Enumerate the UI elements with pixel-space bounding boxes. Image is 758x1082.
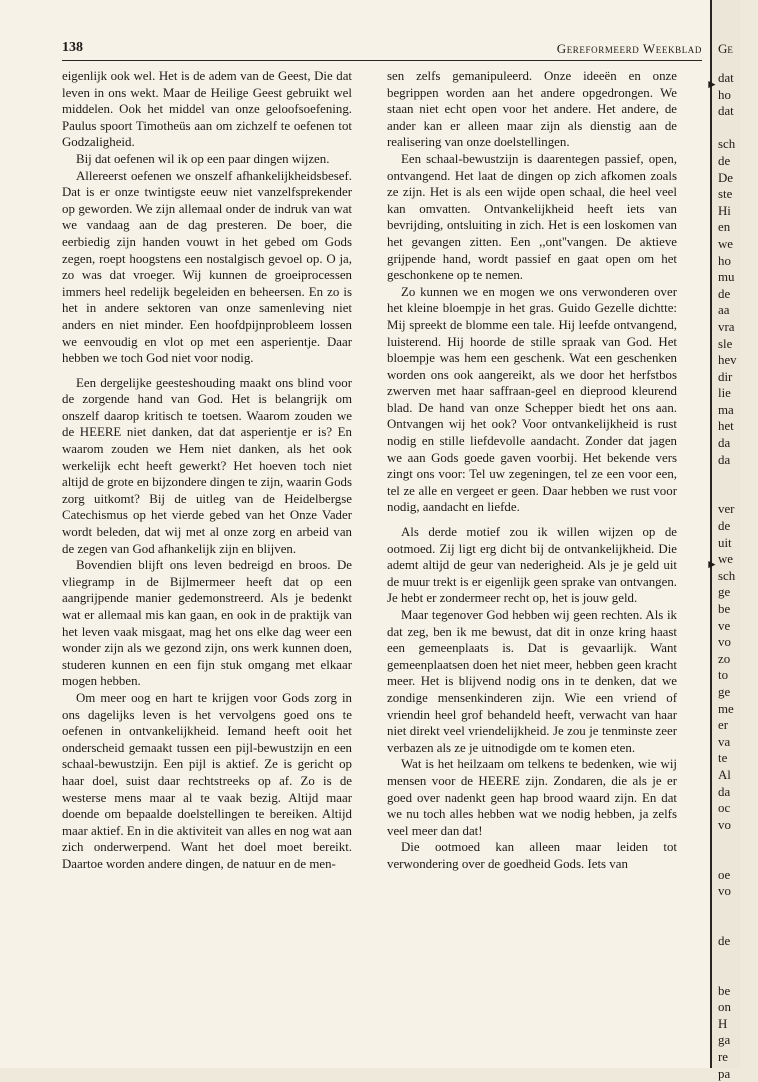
paragraph: Bovendien blijft ons leven bedreigd en broos. De vliegramp in de Bijlmermeer heeft dat op een aangrijpende manier gedemonstreerd. Als je bedenkt wat er allemaal mis kan gaan, en ook in de praktijk van het leven vaak misgaat, mag het ons elke dag weer een wonder zijn als we gezond zijn, ons werk kunnen doen, studeren kunnen en een fijn stuk omgang met elkaar mogen hebben. (62, 558, 352, 689)
next-page-fragment: vra (718, 319, 735, 334)
next-page-fragment: da (718, 436, 731, 451)
paragraph: Een dergelijke geesteshouding maakt ons blind voor de zorgende hand van God. Het is belangrijk om onszelf daarop kritisch te toetsen. Waarom zouden we de HEERE niet danken, dat dat asperientje er is? En waarom zouden we Hem niet danken, als het ook werkelijk echt heeft gewerkt? Het hoeven toch niet altijd de grote en bijzondere dingen te zijn, waarin Gods zorg uitkomt? Bij de uitleg van de Heidelbergse Catechismus op het vierde gebed van het Onze Vader wordt beleden, dat wij met al onze zorg en arbeid van de zegen van God afhankelijk zijn en blijven. (62, 375, 352, 556)
next-page-fragment (718, 949, 758, 966)
next-page-fragment: de (718, 286, 731, 301)
next-page-fragment: oe (718, 867, 731, 882)
next-page-fragment (718, 966, 758, 983)
next-page-edge (710, 0, 740, 1081)
next-page-fragment: ma (718, 402, 734, 417)
next-page-title: Ge (718, 41, 733, 56)
page-header (62, 38, 702, 61)
next-page-fragment: sle (718, 336, 733, 351)
next-page-fragment: ga (718, 1033, 731, 1048)
next-page-fragment: sch (718, 137, 736, 152)
next-page-fragment: aa (718, 303, 730, 318)
next-page-fragment: hev (718, 353, 737, 368)
right-column (387, 68, 677, 873)
margin-arrow-icon: ► (706, 557, 718, 571)
next-page-fragment (718, 485, 758, 502)
next-page-fragment: het (718, 419, 734, 434)
next-page-fragment: we (718, 236, 734, 251)
next-page-fragment: be (718, 602, 731, 616)
next-page-fragment: dir (718, 369, 733, 384)
paragraph: Om meer oog en hart te krijgen voor Gods zorg in ons dagelijks leven is het vervolgens goed ons te oefenen in ontvankelijkheid. Iemand heeft ooit het onderscheid gemaakt tussen een pijl-bewustzijn en een schaal-bewustzijn. Een pijl is aktief. Ze is gericht op haar doel, suist daar rechtstreeks op af. Zo is de westerse mens maar al te vaak bezig. Altijd maar doende om bepaalde doelstellingen te bereiken. Altijd maar aktief. En in die aktiviteit van alles en nog wat aan zich onderwerpend. Want het doel moet bereikt. Daartoe worden andere dingen, de natuur en de men- (62, 690, 352, 871)
running-title: Gereformeerd Weekblad (556, 41, 702, 56)
next-page-fragment: ver (718, 502, 735, 517)
next-page-fragment: ve (718, 618, 731, 633)
next-page-fragment: er (718, 718, 729, 733)
paragraph: sen zelfs gemanipuleerd. Onze ideeën en onze begrippen worden aan het andere opgedrongen. We staan niet echt open voor het andere. Het andere, de ander kan er alleen maar zijn als dienstig aan de realisering van onze doelstellingen. (387, 69, 677, 150)
next-page-fragment: de (718, 153, 731, 168)
next-page-fragment: on (718, 1000, 731, 1015)
next-page-fragment (718, 468, 758, 485)
next-page-fragment: to (718, 668, 729, 683)
next-page-fragment: Al (718, 767, 731, 782)
next-page-fragment (718, 900, 758, 917)
next-page-text (718, 70, 758, 1082)
margin-arrow-icon: ► (706, 77, 718, 91)
next-page-fragment: ho (718, 253, 731, 268)
next-page-fragment: De (718, 170, 734, 185)
next-page-fragment: ste (718, 187, 733, 202)
paragraph: Zo kunnen we en mogen we ons verwonderen over het kleine bloempje in het gras. Guido Gezelle dichtte: Mij spreekt de blomme een tale. Hij leefde ontvangend, luisterend. Hij hoorde de stille spraak van God. Het bloempje was hem een geschenk. Wat een geschenken worden ons ook aangereikt, als we door het herfstbos zwerven met haar saffraan-geel en dieprood kleurend blad. De hand van onze Schepper biedt het ons aan. Ontvangen wij het ook? Voor ontvankelijkheid is rust nodig en stille liefdevolle aandacht. Zonder dat jagen we aan Gods goede gaven voorbij. Het bekende vers zingt ons voor: Tel uw zegeningen, tel ze een voor een, tel ze alle en vergeet er geen. Daar hebben we rust voor nodig, aandacht en liefde. (387, 284, 677, 515)
paragraph: Een schaal-bewustzijn is daarentegen passief, open, ontvangend. Het laat de dingen op zich afkomen zoals ze zijn. Het is als een wijde open schaal, die heel veel kan omvatten. Ontvankelijkheid heeft iets van bevrijding, ontsluiting in zich. Het is een loskomen van het gevangen zitten. Een ,,ont''vangen. De aktieve grijpende hand, wordt passief en gaat open om het geschonkene op te nemen. (387, 151, 677, 283)
next-page-fragment: dat (718, 104, 734, 119)
next-page-fragment: de (718, 933, 731, 948)
next-page-fragment: dat (718, 71, 734, 85)
next-page-fragment: vo (718, 817, 731, 832)
next-page-fragment: pa (718, 1066, 731, 1081)
page-number: 138 (62, 40, 83, 55)
next-page-fragment (718, 120, 758, 137)
next-page-fragment: de (718, 519, 731, 534)
left-column (62, 68, 352, 873)
next-page-fragment: lie (718, 386, 731, 401)
next-page-fragment: H (718, 1016, 728, 1031)
next-page-fragment: va (718, 734, 731, 749)
next-page-fragment: vo (718, 635, 731, 650)
next-page-fragment: ge (718, 684, 731, 699)
paragraph: Allereerst oefenen we onszelf afhankelijkheidsbesef. Dat is er onze twintigste eeuw niet vanzelfsprekender op geworden. We zijn allemaal onder de indruk van wat we vandaag aan de dag presteren. De boer, die eerbiedig zijn handen vouwt in het gebed om Gods zegen, roept hoogstens een nostalgisch gevoel op. O ja, zo was dat vroeger. Wij kunnen de groeiprocessen immers heel redelijk begeleiden en beheersen. En zo is het in andere sektoren van onze samenleving niet anders en niet minder. Een hoofdpijnprobleem lossen we eenvoudig en vlot op met een asperientje. Daar hebben we toch God niet voor nodig. (62, 168, 352, 366)
next-page-fragment: sch (718, 568, 736, 583)
next-page-fragment: te (718, 751, 728, 766)
next-page-fragment: zo (718, 651, 731, 666)
next-page-fragment: ho (718, 87, 731, 102)
next-page-fragment: we (718, 552, 734, 567)
next-page-fragment: uit (718, 535, 732, 550)
next-page-fragment: ge (718, 585, 731, 600)
paragraph: Maar tegenover God hebben wij geen rechten. Als ik dat zeg, ben ik me bewust, dat dit in onze kring haast een gemeenplaats is. Dat is gevaarlijk. Want gemeenplaatsen doen het niet meer, hebben geen kracht meer. Het is blijvend nodig ons in te denken, dat we zondige mensenkinderen zijn. Wie een vriend of vriendin heel grof behandeld heeft, verwacht van haar niet direkt veel vriendelijkheid. Je zou je tenminste zeer verbazen als ze je uitnodigde om te komen eten. (387, 608, 677, 755)
next-page-fragment (718, 833, 758, 850)
paragraph: Wat is het heilzaam om telkens te bedenken, wie wij mensen voor de HEERE zijn. Zondaren, die als je er goed over nadenkt geen hap brood waard zijn. En dat we nu toch alles hebben wat we nodig hebben, ja zelfs veel meer dan dat! (387, 757, 677, 838)
next-page-fragment: da (718, 784, 731, 799)
next-page-fragment: me (718, 701, 734, 716)
paragraph: Als derde motief zou ik willen wijzen op de ootmoed. Zij ligt erg dicht bij de ontvankelijkheid. Die ademt altijd de geur van nederigheid. Als je je geld uit de muur trekt is er eigenlijk geen sprake van ontvangen. Je hebt er zondermeer recht op, het is jouw geld. (387, 525, 677, 606)
next-page-fragment: en (718, 220, 731, 235)
next-page-fragment: be (718, 983, 731, 998)
next-page-fragment: Hi (718, 203, 731, 218)
paragraph: Bij dat oefenen wil ik op een paar dingen wijzen. (76, 151, 330, 166)
next-page-fragment: re (718, 1050, 729, 1065)
next-page-fragment (718, 916, 758, 933)
paragraph: Die ootmoed kan alleen maar leiden tot verwondering over de goedheid Gods. Iets van (387, 840, 677, 871)
next-page-fragment: vo (718, 884, 731, 899)
next-page-fragment: da (718, 452, 731, 467)
next-page-fragment (718, 850, 758, 867)
paragraph: eigenlijk ook wel. Het is de adem van de Geest, Die dat leven in ons wekt. Maar de Heilige Geest gebruikt wel middelen. Ook het middel van onze geloofsoefening. Paulus spoort Timotheüs aan om zichzelf te oefenen tot Godzaligheid. (62, 69, 352, 150)
next-page-fragment: mu (718, 270, 735, 285)
next-page-fragment: oc (718, 801, 731, 816)
